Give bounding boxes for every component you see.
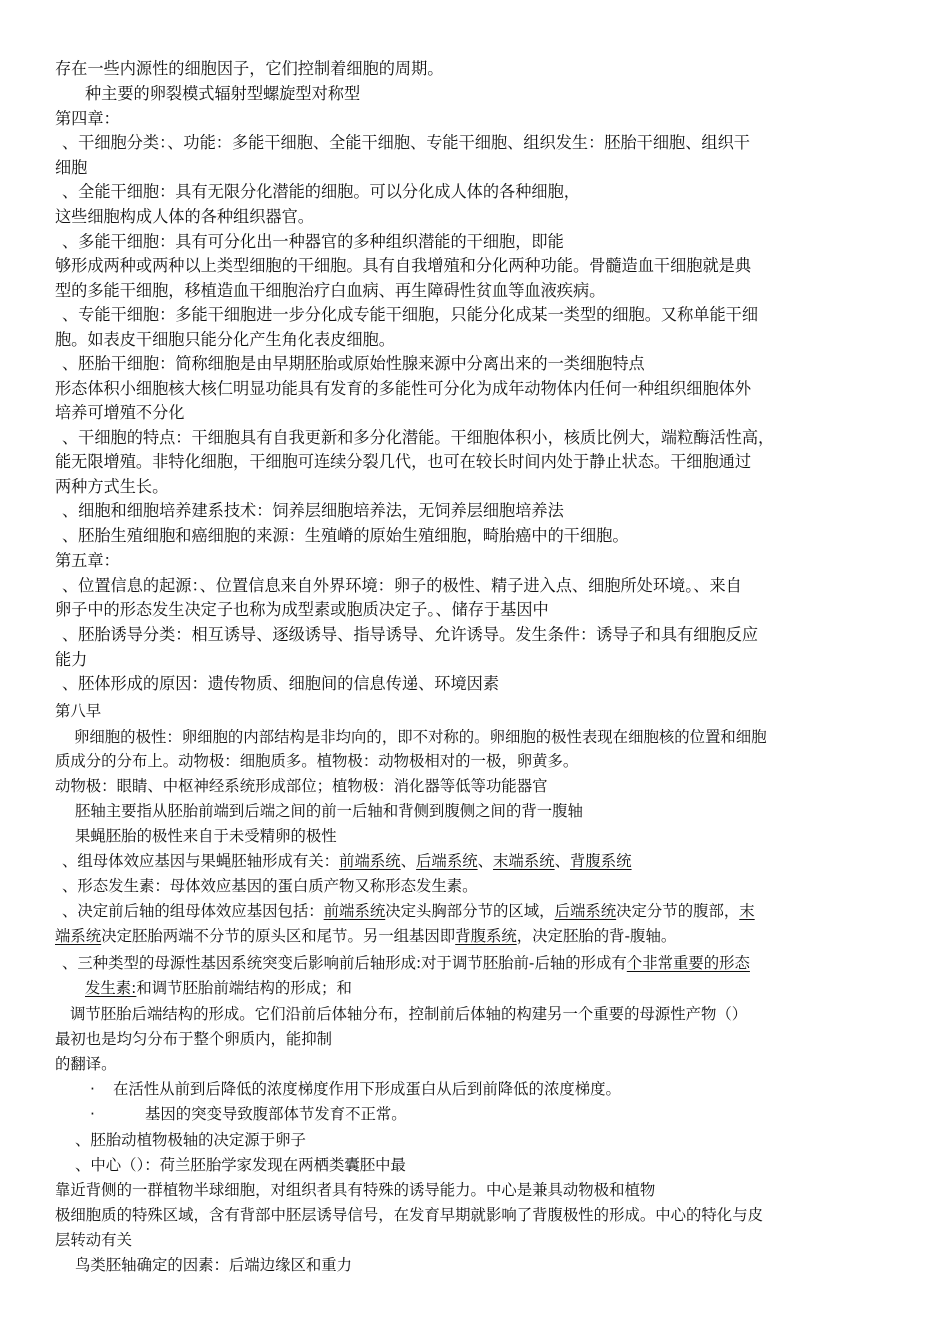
text-line (62, 900, 912, 922)
text-line: 、全能干细胞：具有无限分化潜能的细胞。可以分化成人体的各种细胞， (62, 182, 580, 201)
text-line (55, 925, 905, 947)
underlined-term: 前端系统 (323, 902, 386, 920)
text-line: 、胚胎干细胞：简称细胞是由早期胚胎或原始性腺来源中分离出来的一类细胞特点 (62, 354, 645, 373)
text-run: 、组母体效应基因与果蝇胚轴形成有关： (62, 852, 340, 870)
list-item: 基因的突变导致腹部体节发育不正常。 (145, 1105, 407, 1123)
text-run: 决定胚胎两端不分节的原头区和尾节。另一组基因即 (101, 927, 456, 945)
text-line: 、干细胞分类：、功能：多能干细胞、全能干细胞、专能干细胞、组织发生：胚胎干细胞、组织干 (62, 133, 750, 152)
underlined-term: 末 (739, 902, 755, 920)
text-line: 够形成两种或两种以上类型细胞的干细胞。具有自我增殖和分化两种功能。骨髓造血干细胞就是典 (55, 256, 752, 275)
bullet: · (90, 1105, 95, 1123)
chapter-heading: 第八早 (55, 702, 102, 720)
text-line: 存在一些内源性的细胞因子，它们控制着细胞的周期。 (55, 59, 444, 78)
text-line: 这些细胞构成人体的各种组织器官。 (55, 207, 314, 226)
text-line: 靠近背侧的一群植物半球细胞，对组织者具有特殊的诱导能力。中心是兼具动物极和植物 (55, 1181, 656, 1199)
text-line: 极细胞质的特殊区域，含有背部中胚层诱导信号，在发育早期就影响了背腹极性的形成。中心的特化与皮 (55, 1206, 763, 1224)
text-line: 、位置信息的起源：、位置信息来自外界环境：卵子的极性、精子进入点、细胞所处环境。、来自 (62, 576, 742, 595)
text-run: 、三种类型的母源性基因系统突变后影响前后轴形成:对于调节胚胎前-后轴的形成有 (62, 954, 627, 972)
text-line (62, 952, 912, 974)
chapter-heading: 第四章： (55, 109, 120, 128)
list-item: 在活性从前到后降低的浓度梯度作用下形成蛋白从后到前降低的浓度梯度。 (113, 1080, 621, 1098)
text-line: 、细胞和细胞培养建系技术：饲养层细胞培养法，无饲养层细胞培养法 (62, 501, 564, 520)
text-line: 、多能干细胞：具有可分化出一种器官的多种组织潜能的干细胞，即能 (62, 232, 564, 251)
underlined-term: 后端系统 (416, 852, 478, 870)
text-line (62, 850, 912, 872)
text-line: 鸟类胚轴确定的因素：后端边缘区和重力 (75, 1256, 353, 1274)
text-run: 决定分节的腹部， (616, 902, 740, 920)
text-line: 培养可增殖不分化 (55, 403, 185, 422)
text-line: 胚轴主要指从胚胎前端到后端之间的前一后轴和背侧到腹侧之间的背一腹轴 (75, 802, 583, 820)
underlined-term: 末端系统 (493, 852, 555, 870)
text-line: 质成分的分布上。动物极：细胞质多。植物极：动物极相对的一极，卵黄多。 (55, 752, 579, 770)
text-line: 果蝇胚胎的极性来自于未受精卵的极性 (75, 827, 337, 845)
text-line: 胞。如表皮干细胞只能分化产生角化表皮细胞。 (55, 330, 395, 349)
underlined-term: 前端系统 (339, 852, 401, 870)
text-line: 形态体积小细胞核大核仁明显功能具有发育的多能性可分化为成年动物体内任何一种组织细胞体外 (55, 379, 752, 398)
text-line: 种主要的卵裂模式辐射型螺旋型对称型 (85, 84, 361, 103)
text-run: 和调节胚胎前端结构的形成；和 (136, 979, 352, 997)
text-line: 、胚体形成的原因：遗传物质、细胞间的信息传递、环境因素 (62, 674, 500, 693)
text-line: 、胚胎诱导分类：相互诱导、逐级诱导、指导诱导、允许诱导。发生条件：诱导子和具有细胞反应 (62, 625, 759, 644)
text-line: 的翻译。 (55, 1055, 117, 1073)
text-run: 、 (554, 852, 570, 870)
underlined-term: 端系统 (55, 927, 102, 945)
text-line: 卵细胞的极性：卵细胞的内部结构是非均向的，即不对称的。卵细胞的极性表现在细胞核的位置和细胞 (74, 728, 767, 746)
text-run: 、 (477, 852, 494, 870)
underlined-term: 背腹系统 (570, 852, 632, 870)
text-line: 、胚胎生殖细胞和癌细胞的来源：生殖嵴的原始生殖细胞，畸胎癌中的干细胞。 (62, 526, 629, 545)
underlined-term: 发生素: (85, 979, 137, 997)
text-line: 卵子中的形态发生决定子也称为成型素或胞质决定子。、储存于基因中 (55, 600, 549, 619)
text-line: 、干细胞的特点：干细胞具有自我更新和多分化潜能。干细胞体积小，核质比例大，端粒酶活性高， (62, 428, 775, 447)
text-line: 、专能干细胞：多能干细胞进一步分化成专能干细胞，只能分化成某一类型的细胞。又称单能干细 (62, 305, 759, 324)
text-line (85, 977, 935, 999)
text-line: 、形态发生素：母体效应基因的蛋白质产物又称形态发生素。 (62, 877, 478, 895)
chapter-heading: 第五章： (55, 551, 120, 570)
text-line: 最初也是均匀分布于整个卵质内，能抑制 (55, 1030, 333, 1048)
text-line: 能无限增殖。非特化细胞，干细胞可连续分裂几代，也可在较长时间内处于静止状态。干细胞通过 (55, 452, 752, 471)
text-line: 动物极：眼睛、中枢神经系统形成部位；植物极：消化器等低等功能器官 (55, 777, 548, 795)
text-run: ，决定胚胎的背-腹轴。 (516, 927, 677, 945)
text-line: 两种方式生长。 (55, 477, 169, 496)
text-run: 、决定前后轴的组母体效应基因包括： (62, 902, 324, 920)
underlined-term: 个非常重要的形态 (626, 954, 750, 972)
text-line: 、中心（）：荷兰胚胎学家发现在两栖类囊胚中最 (75, 1156, 406, 1174)
text-line: 细胞 (55, 158, 88, 177)
underlined-term: 背腹系统 (455, 927, 517, 945)
text-line: 层转动有关 (55, 1231, 132, 1249)
text-run: 、 (400, 852, 417, 870)
text-line: 型的多能干细胞，移植造血干细胞治疗白血病、再生障碍性贫血等血液疾病。 (55, 281, 606, 300)
text-line: 能力 (55, 650, 88, 669)
text-line: 调节胚胎后端结构的形成。它们沿前后体轴分布，控制前后体轴的构建另一个重要的母源性产物（） (70, 1005, 748, 1023)
underlined-term: 后端系统 (554, 902, 617, 920)
text-run: 决定头胸部分节的区域， (385, 902, 555, 920)
bullet: · (90, 1080, 95, 1098)
text-line: 、胚胎动植物极轴的决定源于卵子 (75, 1131, 306, 1149)
